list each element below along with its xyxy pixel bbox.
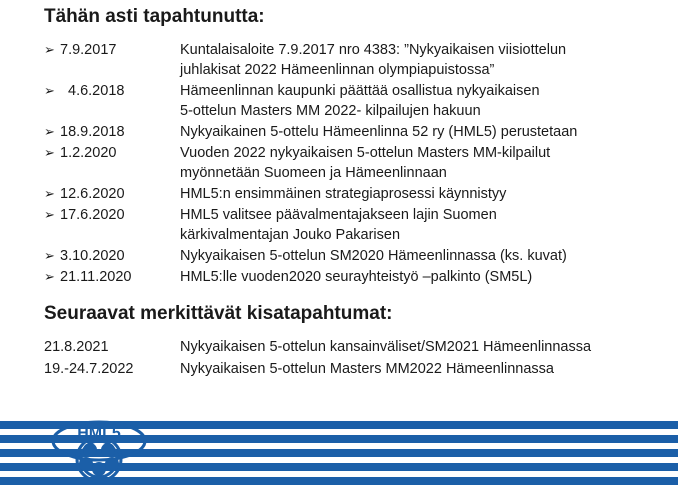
event-text [180,246,664,266]
event-text-line1: HML5:n ensimmäinen strategiaprosessi käynnistyy [180,186,507,202]
event-date: 18.9.2018 [60,124,125,140]
event-date: 1.2.2020 [60,145,117,161]
logo-text: HML5 [77,425,121,442]
event-text [180,267,664,287]
arrow-bullet-icon: ➢ [44,248,55,263]
event-date: 17.6.2020 [60,207,125,223]
event-text [180,205,664,245]
event-text-line2: 5-ottelun Masters MM 2022- kilpailujen hakuun [180,103,481,119]
event-text [180,40,664,80]
section-title-upcoming: Seuraavat merkittävät kisatapahtumat: [44,303,393,324]
list-item [44,81,664,121]
event-text [180,184,664,204]
upcoming-events-list [44,337,664,381]
event-text-line1: HML5:lle vuoden2020 seurayhteistyö –palkinto (SM5L) [180,269,533,285]
event-date: 7.9.2017 [60,42,117,58]
event-text [180,122,664,142]
list-item [44,205,664,245]
event-date: 12.6.2020 [60,186,125,202]
arrow-bullet-icon: ➢ [44,124,55,139]
event-text-line1: HML5 valitsee päävalmentajakseen lajin Suomen [180,207,497,223]
event-text-line2: myönnetään Suomeen ja Hämeenlinnaan [180,165,447,181]
arrow-bullet-icon: ➢ [44,269,55,284]
list-item [44,267,664,287]
list-item [44,40,664,80]
event-text-line2: juhlakisat 2022 Hämeenlinnan olympiapuistossa” [180,62,495,78]
arrow-bullet-icon: ➢ [44,42,55,57]
arrow-bullet-icon: ➢ [44,83,55,98]
event-date: 19.-24.7.2022 [44,361,134,377]
list-item [44,122,664,142]
event-text: Nykyaikaisen 5-ottelun Masters MM2022 Hämeenlinnassa [180,361,554,377]
event-text [180,81,664,121]
list-item [44,246,664,266]
event-date: 21.8.2021 [44,339,109,355]
event-text-line2: kärkivalmentajan Jouko Pakarisen [180,227,401,243]
page-title: Tähän asti tapahtunutta: [44,6,265,27]
event-date: 3.10.2020 [60,248,125,264]
list-item [44,184,664,204]
event-text-line1: Vuoden 2022 nykyaikaisen 5-ottelun Masters MM-kilpailut [180,145,551,161]
list-item [44,359,664,379]
event-text-line1: Nykyaikaisen 5-ottelun SM2020 Hämeenlinnassa (ks. kuvat) [180,248,567,264]
event-text-line1: Hämeenlinnan kaupunki päättää osallistua nykyaikaisen [180,83,540,99]
event-text: Nykyaikaisen 5-ottelun kansainväliset/SM2021 Hämeenlinnassa [180,339,592,355]
arrow-bullet-icon: ➢ [44,145,55,160]
hml5-logo-icon [44,411,154,487]
event-date: 21.11.2020 [60,269,132,285]
event-text [180,143,664,183]
arrow-bullet-icon: ➢ [44,186,55,201]
event-text-line1: Nykyaikainen 5-ottelu Hämeenlinna 52 ry (HML5) perustetaan [180,124,578,140]
list-item [44,337,664,357]
hml5-logo [44,411,154,487]
list-item [44,143,664,183]
event-date: 4.6.2018 [68,83,125,99]
past-events-list [44,40,664,288]
arrow-bullet-icon: ➢ [44,207,55,222]
event-text-line1: Kuntalaisaloite 7.9.2017 nro 4383: ”Nykyaikaisen viisiottelun [180,42,567,58]
